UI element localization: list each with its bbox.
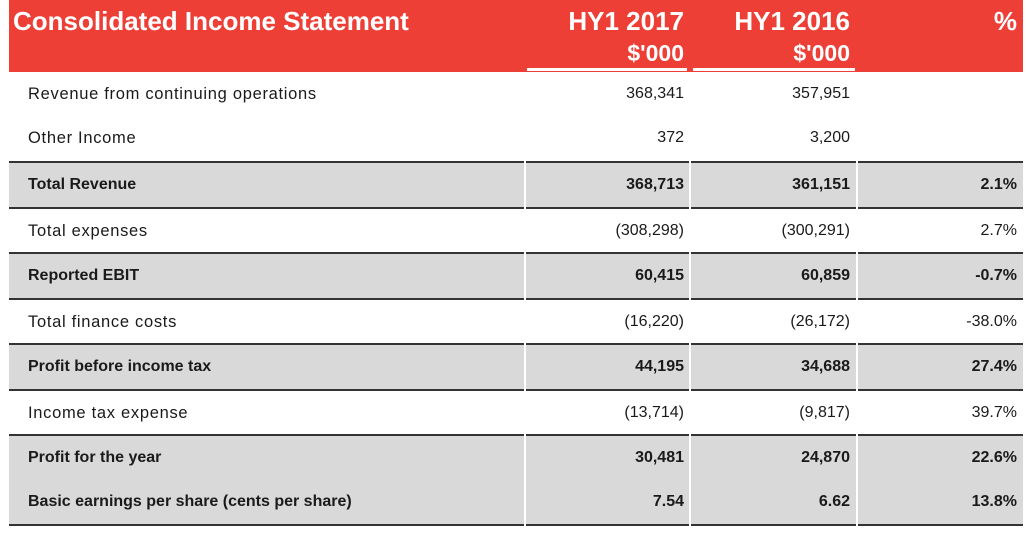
value-hy2017: (308,298) (615, 222, 684, 239)
unit-label-hy2016: $'000 (793, 40, 850, 66)
row-label: Total Revenue (28, 176, 137, 193)
row-label: Other Income (28, 129, 137, 147)
row-divider (9, 524, 1023, 526)
table-row-income-tax (9, 391, 1023, 435)
table-row-basic-eps (9, 480, 1023, 524)
header-underline-hy2017 (527, 68, 687, 71)
value-hy2016: 24,870 (801, 449, 850, 466)
row-label: Profit before income tax (28, 358, 212, 375)
value-percent: 2.7% (980, 222, 1017, 239)
column-separator (856, 72, 858, 526)
value-hy2016: 3,200 (809, 129, 850, 146)
value-hy2017: 60,415 (635, 267, 684, 284)
row-label: Income tax expense (28, 404, 189, 422)
row-label: Total finance costs (28, 313, 178, 331)
row-label: Total expenses (28, 222, 148, 240)
column-header-hy2016: HY1 2016 (734, 6, 850, 36)
table-title: Consolidated Income Statement (13, 6, 409, 36)
value-hy2016: 34,688 (801, 358, 850, 375)
value-percent: 22.6% (971, 449, 1017, 466)
value-percent: 27.4% (971, 358, 1017, 375)
table-row-total-expenses (9, 209, 1023, 253)
value-hy2016: (9,817) (799, 404, 850, 421)
row-label: Revenue from continuing operations (28, 85, 317, 103)
row-label: Basic earnings per share (cents per share) (28, 493, 352, 510)
value-hy2017: 44,195 (635, 358, 684, 375)
column-separator (524, 72, 526, 526)
value-hy2016: (300,291) (781, 222, 850, 239)
value-percent: 39.7% (971, 404, 1017, 421)
table-row-profit-for-year (9, 436, 1023, 480)
value-hy2016: 357,951 (792, 85, 850, 102)
column-header-percent: % (993, 6, 1017, 36)
value-hy2016: 60,859 (801, 267, 850, 284)
table-row-profit-before-tax (9, 345, 1023, 389)
table-row-total-revenue (9, 163, 1023, 207)
value-hy2017: 372 (657, 129, 684, 146)
table-row-other-income (9, 116, 1023, 160)
header-underline-hy2016 (693, 68, 855, 71)
value-hy2017: 368,341 (626, 85, 684, 102)
unit-label-hy2017: $'000 (627, 40, 684, 66)
table-row-reported-ebit (9, 254, 1023, 298)
column-header-hy2017: HY1 2017 (568, 6, 684, 36)
value-hy2017: (16,220) (624, 313, 684, 330)
value-hy2017: 368,713 (626, 176, 684, 193)
row-label: Reported EBIT (28, 267, 140, 284)
row-label: Profit for the year (28, 449, 162, 466)
value-percent: -38.0% (966, 313, 1017, 330)
table-header (9, 0, 1023, 72)
value-hy2016: 361,151 (792, 176, 850, 193)
table-row-revenue (9, 72, 1023, 116)
value-hy2017: 30,481 (635, 449, 684, 466)
table-row-finance-costs (9, 300, 1023, 344)
value-hy2017: (13,714) (624, 404, 684, 421)
value-hy2016: (26,172) (790, 313, 850, 330)
income-statement-table (9, 0, 1023, 533)
value-hy2017: 7.54 (652, 493, 684, 510)
column-separator (689, 72, 691, 526)
value-percent: 13.8% (971, 493, 1017, 510)
value-percent: -0.7% (975, 267, 1017, 284)
value-percent: 2.1% (980, 176, 1017, 193)
value-hy2016: 6.62 (818, 493, 850, 510)
